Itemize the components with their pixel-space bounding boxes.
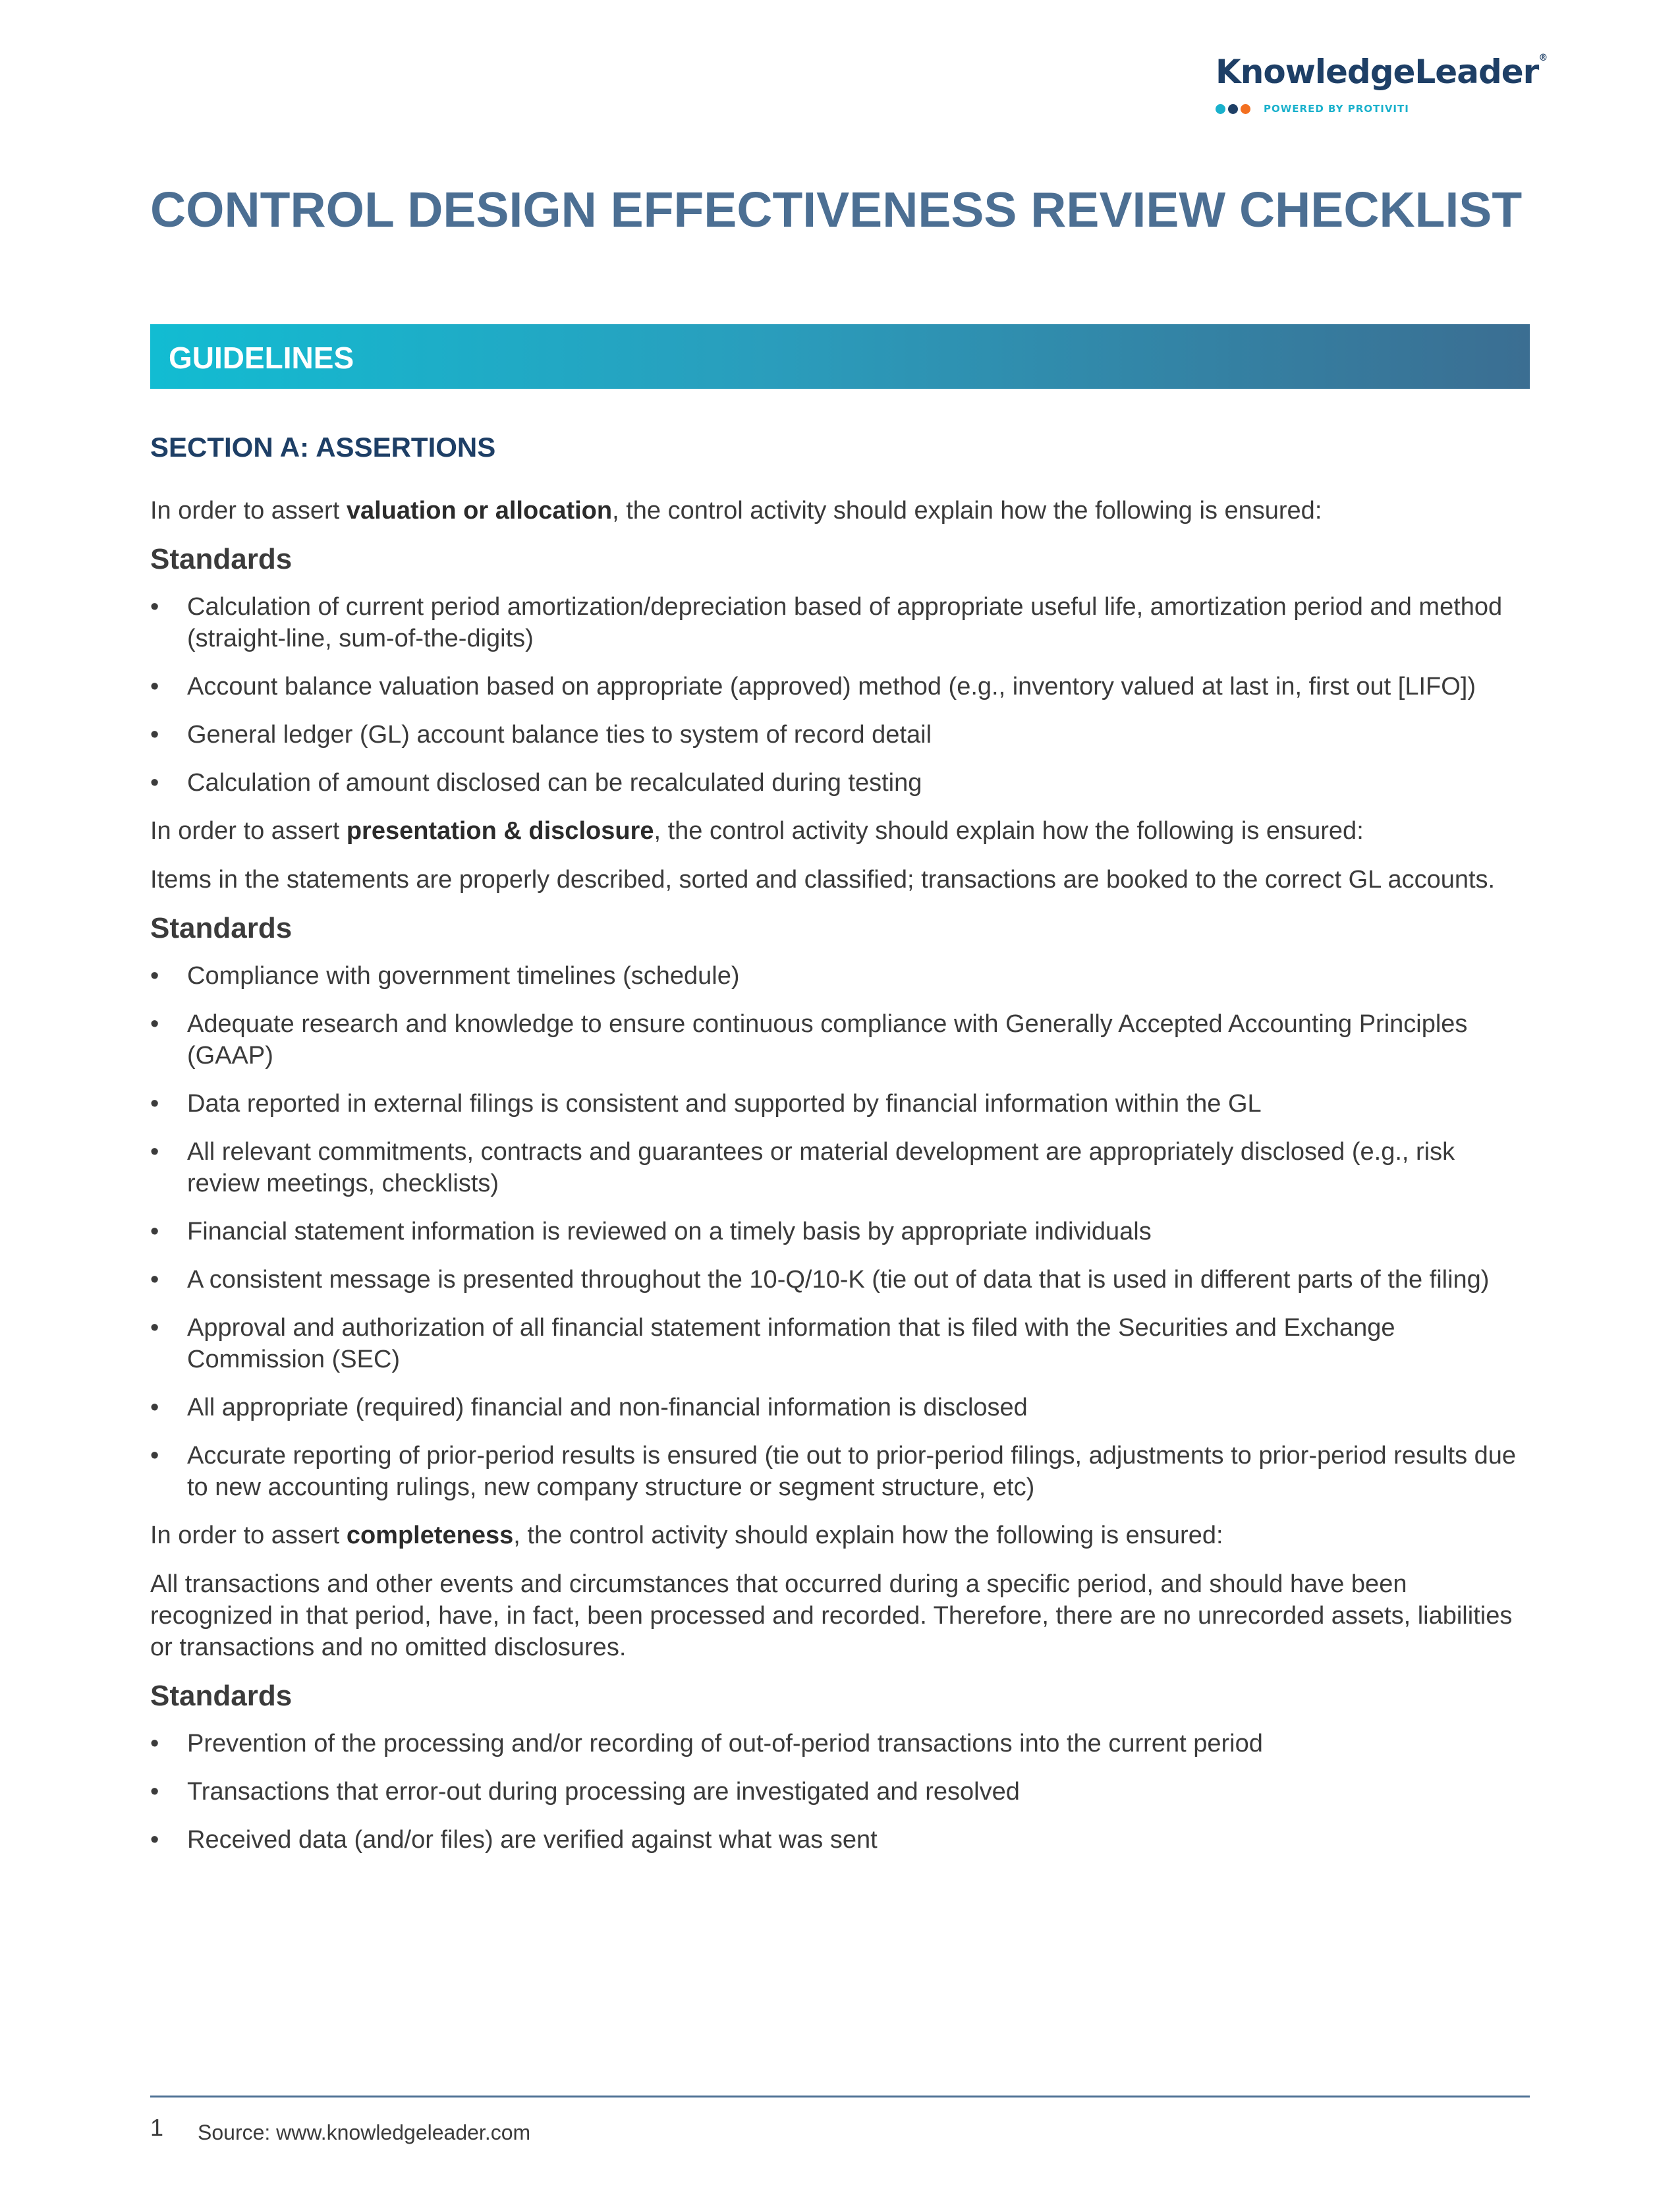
footer-divider xyxy=(150,2096,1530,2097)
section-title: SECTION A: ASSERTIONS xyxy=(150,432,496,463)
assertion-description: Items in the statements are properly described, sorted and classified; transactions are booked to the correct GL accounts. xyxy=(150,866,1496,894)
intro-text: , the control activity should explain how the following is ensured: xyxy=(654,817,1364,845)
bullet-icon: • xyxy=(150,1010,159,1038)
list-item xyxy=(150,767,1530,799)
list-item xyxy=(150,1728,1530,1759)
assertion-description: All transactions and other events and circumstances that occurred during a specific period, and should have been recognized in that period, have, in fact, been processed and recorded. Therefore, there are no unrecorded assets, liabilities or transactions and no omitted disclosures. xyxy=(150,1570,1513,1661)
intro-text: , the control activity should explain how the following is ensured: xyxy=(513,1522,1223,1549)
standards-list xyxy=(150,591,1530,799)
list-item xyxy=(150,1088,1530,1120)
brand-tagline: POWERED BY PROTIVITI xyxy=(1264,103,1409,115)
bullet-icon: • xyxy=(150,721,159,749)
assertion-name: completeness xyxy=(346,1522,514,1549)
bullet-icon: • xyxy=(150,1090,159,1118)
list-item-text: Prevention of the processing and/or recording of out-of-period transactions into the current period xyxy=(187,1730,1263,1757)
brand-dot-icon xyxy=(1241,104,1250,114)
list-item xyxy=(150,1312,1530,1375)
list-item-text: Transactions that error-out during processing are investigated and resolved xyxy=(187,1778,1020,1806)
list-item-text: Received data (and/or files) are verified against what was sent xyxy=(187,1826,878,1854)
list-item-text: Data reported in external filings is consistent and supported by financial information within the GL xyxy=(187,1090,1262,1118)
list-item-text: All appropriate (required) financial and non-financial information is disclosed xyxy=(187,1394,1028,1421)
list-item-text: Financial statement information is reviewed on a timely basis by appropriate individuals xyxy=(187,1218,1152,1245)
standards-heading: Standards xyxy=(150,912,293,944)
assertion-name: presentation & disclosure xyxy=(346,817,654,845)
intro-text: In order to assert xyxy=(150,497,347,525)
bullet-icon: • xyxy=(150,1314,159,1342)
bullet-icon: • xyxy=(150,1138,159,1166)
assertion-blocks xyxy=(150,495,1530,1856)
bullet-icon: • xyxy=(150,1218,159,1245)
assertion-intro xyxy=(150,495,1530,527)
banner-label: GUIDELINES xyxy=(169,341,354,375)
bullet-icon: • xyxy=(150,1442,159,1469)
standards-heading: Standards xyxy=(150,543,293,575)
intro-text: , the control activity should explain how the following is ensured: xyxy=(612,497,1322,525)
standards-heading: Standards xyxy=(150,1680,293,1712)
brand-logo xyxy=(1216,53,1548,132)
bullet-icon: • xyxy=(150,1394,159,1421)
list-item xyxy=(150,591,1530,654)
bullet-icon: • xyxy=(150,962,159,990)
bullet-icon: • xyxy=(150,1778,159,1806)
intro-text: In order to assert xyxy=(150,817,347,845)
brand-name: KnowledgeLeader® xyxy=(1216,53,1548,91)
list-item-text: Accurate reporting of prior-period results is ensured (tie out to prior-period filings, adjustments to prior-period results due to new accounting rulings, new company structure or segment structure, etc) xyxy=(187,1442,1517,1501)
list-item xyxy=(150,719,1530,751)
bullet-icon: • xyxy=(150,1730,159,1757)
list-item-text: Account balance valuation based on appropriate (approved) method (e.g., inventory valued at last in, first out [LIFO]) xyxy=(187,673,1476,700)
document-title: CONTROL DESIGN EFFECTIVENESS REVIEW CHECKLIST xyxy=(150,182,1523,237)
page-number: 1 xyxy=(150,2114,164,2141)
assertion-intro xyxy=(150,815,1530,847)
list-item xyxy=(150,1776,1530,1808)
bullet-icon: • xyxy=(150,1266,159,1294)
bullet-icon: • xyxy=(150,593,159,621)
brand-dot-icon xyxy=(1216,104,1225,114)
bullet-icon: • xyxy=(150,769,159,797)
list-item xyxy=(150,1440,1530,1503)
list-item-text: Approval and authorization of all financial statement information that is filed with the Securities and Exchange Commission (SEC) xyxy=(187,1314,1395,1373)
bullet-icon: • xyxy=(150,1826,159,1854)
document-body xyxy=(150,432,1530,1872)
list-item xyxy=(150,1264,1530,1296)
list-item-text: Adequate research and knowledge to ensure continuous compliance with Generally Accepted Accounting Principles (GAAP) xyxy=(187,1010,1468,1070)
list-item xyxy=(150,1824,1530,1856)
list-item xyxy=(150,1008,1530,1071)
list-item xyxy=(150,671,1530,702)
list-item-text: All relevant commitments, contracts and guarantees or material development are appropriately disclosed (e.g., risk review meetings, checklists) xyxy=(187,1138,1455,1197)
list-item xyxy=(150,1216,1530,1247)
brand-tagline-row xyxy=(1216,103,1409,115)
assertion-name: valuation or allocation xyxy=(346,497,613,525)
intro-text: In order to assert xyxy=(150,1522,347,1549)
list-item-text: Calculation of amount disclosed can be recalculated during testing xyxy=(187,769,922,797)
standards-list xyxy=(150,1728,1530,1856)
list-item-text: Compliance with government timelines (schedule) xyxy=(187,962,740,990)
assertion-intro xyxy=(150,1520,1530,1551)
list-item-text: A consistent message is presented throughout the 10-Q/10-K (tie out of data that is used in different parts of the filing) xyxy=(187,1266,1490,1294)
list-item-text: Calculation of current period amortization/depreciation based of appropriate useful life, amortization period and method (straight-line, sum-of-the-digits) xyxy=(187,593,1503,652)
list-item xyxy=(150,1136,1530,1199)
list-item xyxy=(150,960,1530,992)
list-item xyxy=(150,1392,1530,1423)
standards-list xyxy=(150,960,1530,1503)
list-item-text: General ledger (GL) account balance ties to system of record detail xyxy=(187,721,932,749)
guidelines-banner xyxy=(150,324,1530,389)
source-note: Source: www.knowledgeleader.com xyxy=(198,2121,531,2144)
brand-dot-icon xyxy=(1228,104,1238,114)
bullet-icon: • xyxy=(150,673,159,700)
